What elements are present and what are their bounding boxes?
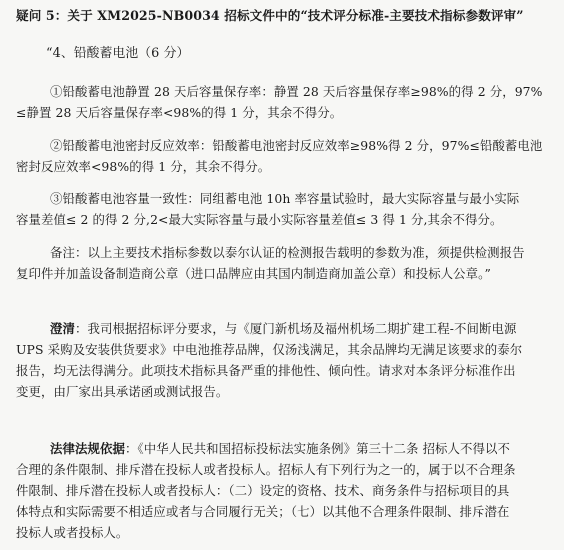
- legal-line5: 投标人或者投标人。: [16, 525, 129, 540]
- legal-line1: [50, 441, 510, 457]
- item3-line2: 容量差值≤ 2 的得 2 分,2<最大实际容量与最小实际容量差值≤ 3 得 1 分,其余不得分。: [16, 212, 503, 227]
- legal-line3: 件限制、排斥潜在投标人或者投标人：（二）设定的资格、技术、商务条件与招标项目的具: [16, 483, 510, 498]
- legal-text-1: ：《中华人民共和国招标投标法实施条例》第三十二条 招标人不得以不: [124, 441, 511, 456]
- note-line1: 备注：以上主要技术指标参数以泰尔认证的检测报告载明的参数为准，须提供检测报告: [50, 245, 525, 260]
- clarification-label: 澄清: [50, 321, 75, 336]
- item3-line1: ③铅酸蓄电池容量一致性：同组蓄电池 10h 率容量试验时，最大实际容量与最小实际: [50, 191, 520, 206]
- item1-line2: ≤静置 28 天后容量保存率<98%的得 1 分，其余不得分。: [16, 105, 343, 120]
- legal-label: 法律法规依据: [50, 441, 125, 456]
- note-line2: 复印件并加盖设备制造商公章（进口品牌应由其国内制造商加盖公章）和投标人公章。”: [16, 266, 491, 281]
- item2-line2: 密封反应效率<98%的得 1 分，其余不得分。: [16, 159, 271, 174]
- legal-line4: 体特点和实际需要不相适应或者与合同履行无关；（七）以其他不合理条件限制、排斥潜在: [16, 504, 510, 519]
- item2-line1: ②铅酸蓄电池密封反应效率：铅酸蓄电池密封反应效率≥98%得 2 分，97%≤铅酸蓄电池: [50, 138, 543, 153]
- legal-line2: 合理的条件限制、排斥潜在投标人或者投标人。招标人有下列行为之一的，属于以不合理条: [16, 462, 516, 477]
- clarification-line4: 变更，由厂家出具承诺函或测试报告。: [16, 384, 229, 399]
- clarification-line2: UPS 采购及安装供货要求》中电池推荐品牌，仅汤浅满足，其余品牌均无满足该要求的泰尔: [16, 342, 523, 357]
- clarification-line3: 报告，均无法得满分。此项技术指标具备严重的排他性、倾向性。请求对本条评分标准作出: [16, 363, 516, 378]
- clarification-text-1: ：我司根据招标评分要求，与《厦门新机场及福州机场二期扩建工程-不间断电源: [74, 321, 517, 336]
- item1-line1: ①铅酸蓄电池静置 28 天后容量保存率：静置 28 天后容量保存率≥98%的得 2 分，97%: [50, 84, 543, 99]
- question-heading: 疑问 5：关于 XM2025-NB0034 招标文件中的“技术评分标准-主要技术指标参数评审”: [16, 8, 524, 23]
- clarification-line1: [50, 321, 516, 337]
- section-title: “4、铅酸蓄电池（6 分）: [46, 46, 190, 61]
